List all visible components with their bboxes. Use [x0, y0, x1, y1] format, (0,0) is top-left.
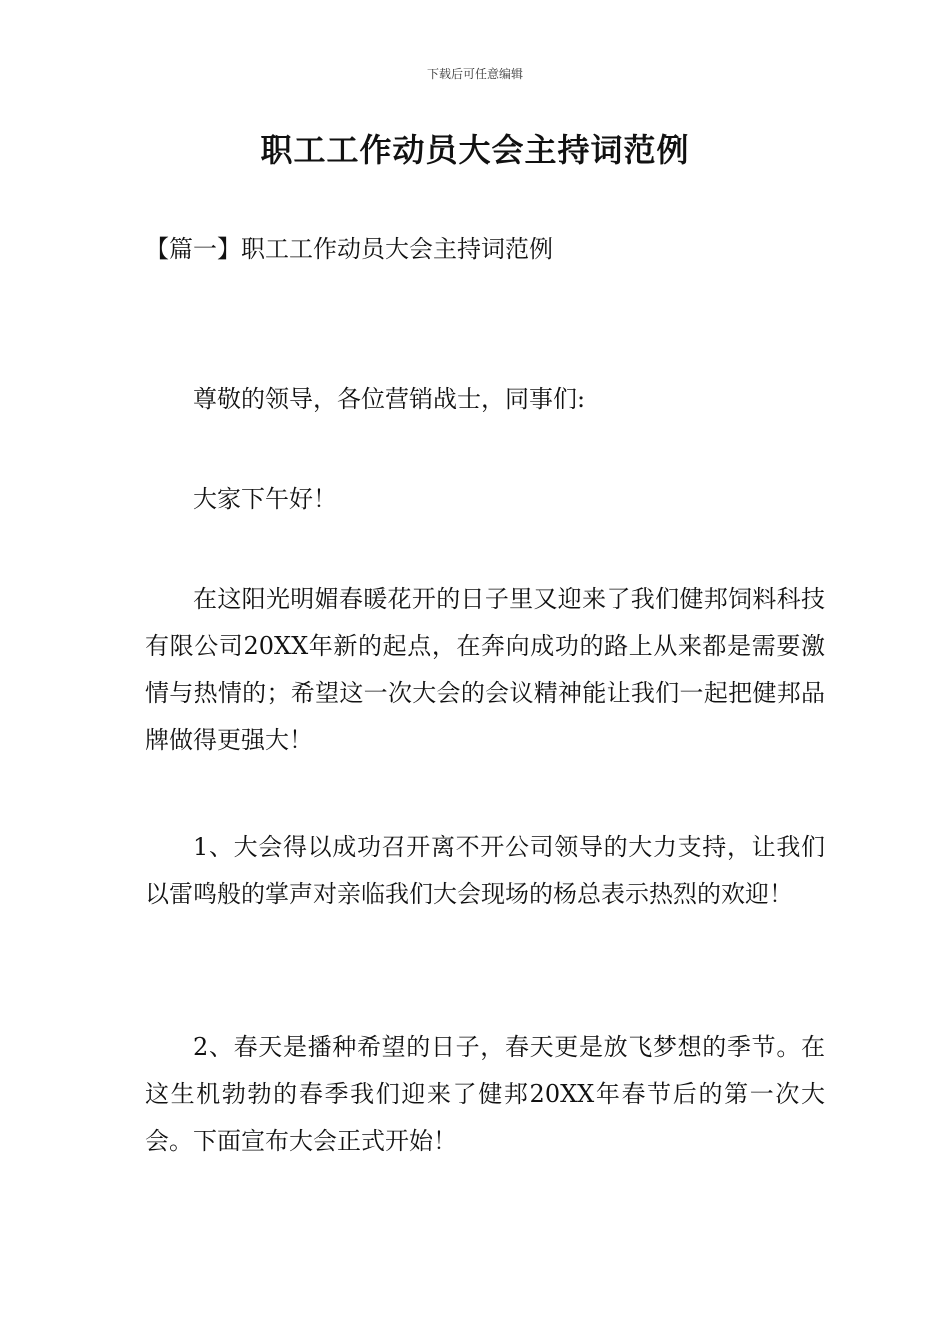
section-heading: 【篇一】职工工作动员大会主持词范例 [145, 235, 553, 263]
greeting-paragraph: 尊敬的领导，各位营销战士，同事们: [193, 385, 586, 413]
hello-paragraph: 大家下午好！ [193, 485, 337, 513]
intro-paragraph: 在这阳光明媚春暖花开的日子里又迎来了我们健邦饲料科技有限公司20XX年新的起点，在奔向成功的路上从来都是需要激情与热情的；希望这一次大会的会议精神能让我们一起把健邦品牌做得更强大！ [145, 585, 825, 754]
item-2-paragraph: 2、春天是播种希望的日子，春天更是放飞梦想的季节。在这生机勃勃的春季我们迎来了健邦20XX年春节后的第一次大会。下面宣布大会正式开始！ [145, 1033, 825, 1155]
header-note: 下载后可任意编辑 [426, 67, 523, 81]
document-title: 职工工作动员大会主持词范例 [260, 131, 690, 169]
item-1-paragraph: 1、大会得以成功召开离不开公司领导的大力支持，让我们以雷鸣般的掌声对亲临我们大会现场的杨总表示热烈的欢迎！ [145, 833, 825, 908]
